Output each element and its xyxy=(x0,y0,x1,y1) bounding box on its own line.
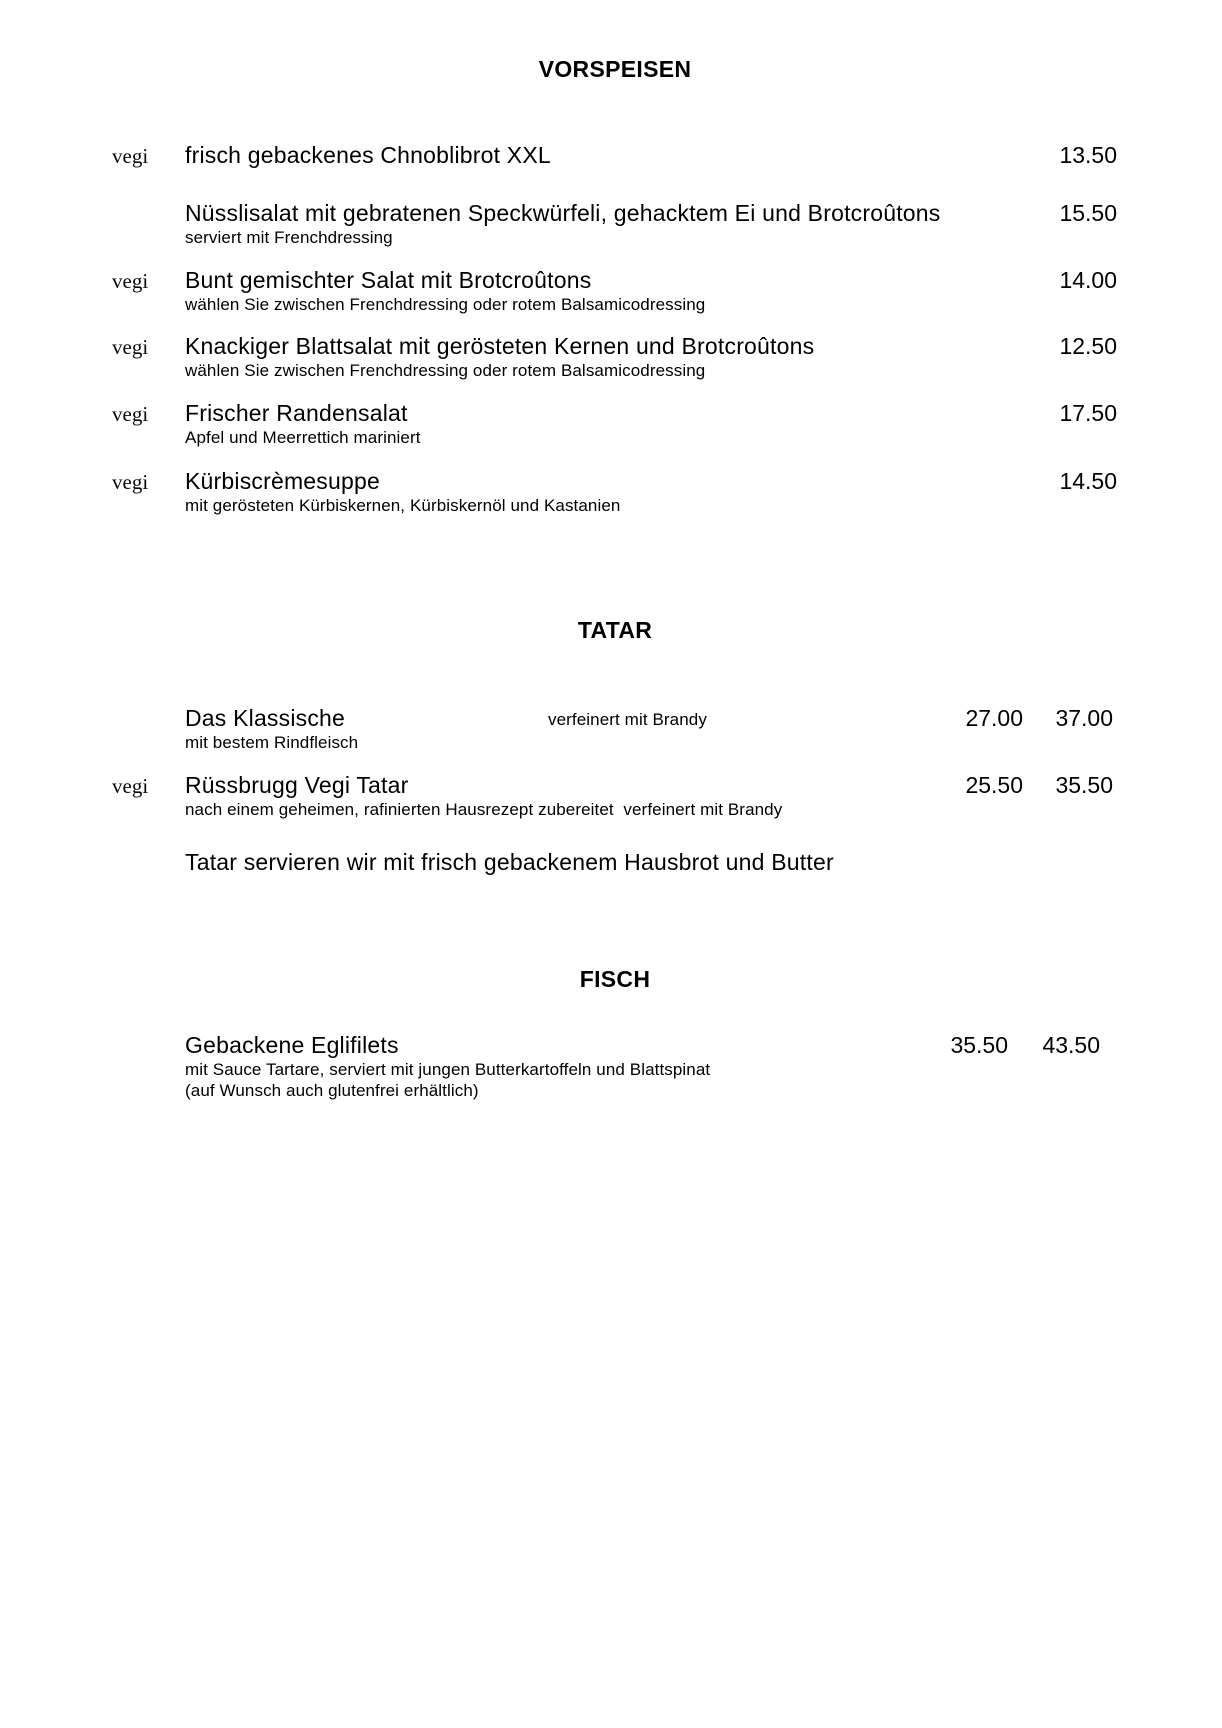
item-name: Kürbiscrèmesuppe xyxy=(185,468,380,494)
vegi-label: vegi xyxy=(112,144,149,168)
item-price: 13.50 xyxy=(1059,142,1117,168)
section-heading-vorspeisen: VORSPEISEN xyxy=(538,56,692,82)
item-note: verfeinert mit Brandy xyxy=(548,710,707,729)
item-price-large: 35.50 xyxy=(1055,772,1113,798)
vegi-label: vegi xyxy=(112,774,149,798)
item-main xyxy=(185,141,1102,169)
item-main xyxy=(185,399,1102,448)
item-name: Rüssbrugg Vegi Tatar xyxy=(185,772,409,798)
item-main xyxy=(185,266,1102,315)
item-main xyxy=(185,199,1102,248)
item-name: Knackiger Blattsalat mit gerösteten Kernen und Brotcroûtons xyxy=(185,333,815,359)
item-description: mit bestem Rindfleisch xyxy=(185,733,359,752)
item-price-small: 27.00 xyxy=(965,705,1023,731)
item-main xyxy=(185,771,1102,820)
item-name: Das Klassische xyxy=(185,705,346,731)
item-price-small: 25.50 xyxy=(965,772,1023,798)
item-name: Bunt gemischter Salat mit Brotcroûtons xyxy=(185,267,592,293)
item-description: Apfel und Meerrettich mariniert xyxy=(185,428,421,447)
vegi-label: vegi xyxy=(112,269,149,293)
item-description: nach einem geheimen, rafinierten Hausrezept zubereitet verfeinert mit Brandy xyxy=(185,800,783,819)
item-price: 14.50 xyxy=(1059,468,1117,494)
item-main xyxy=(185,467,1102,516)
item-name: Gebackene Eglifilets xyxy=(185,1032,399,1058)
vegi-label: vegi xyxy=(112,335,149,359)
item-price: 14.00 xyxy=(1059,267,1117,293)
item-price: 12.50 xyxy=(1059,333,1117,359)
item-description: wählen Sie zwischen Frenchdressing oder rotem Balsamicodressing xyxy=(185,361,706,380)
item-description: serviert mit Frenchdressing xyxy=(185,228,393,247)
item-name: Nüsslisalat mit gebratenen Speckwürfeli, gehacktem Ei und Brotcroûtons xyxy=(185,200,941,226)
item-description: mit gerösteten Kürbiskernen, Kürbiskernöl und Kastanien xyxy=(185,496,621,515)
item-description: mit Sauce Tartare, serviert mit jungen Butterkartoffeln und Blattspinat xyxy=(185,1060,711,1079)
section-heading-tatar: TATAR xyxy=(577,617,653,643)
item-name: Frischer Randensalat xyxy=(185,400,408,426)
item-name: frisch gebackenes Chnoblibrot XXL xyxy=(185,142,551,168)
item-description-line2: (auf Wunsch auch glutenfrei erhältlich) xyxy=(185,1081,479,1100)
item-price-large: 37.00 xyxy=(1055,705,1113,731)
item-price-large: 43.50 xyxy=(1042,1032,1100,1058)
item-price-small: 35.50 xyxy=(950,1032,1008,1058)
vegi-label: vegi xyxy=(112,402,149,426)
item-price: 15.50 xyxy=(1059,200,1117,226)
item-description: wählen Sie zwischen Frenchdressing oder rotem Balsamicodressing xyxy=(185,295,706,314)
tatar-footer-note: Tatar servieren wir mit frisch gebackenem Hausbrot und Butter xyxy=(185,849,834,875)
item-price: 17.50 xyxy=(1059,400,1117,426)
vegi-label: vegi xyxy=(112,470,149,494)
item-main xyxy=(185,332,1102,381)
section-heading-fisch: FISCH xyxy=(579,966,651,992)
